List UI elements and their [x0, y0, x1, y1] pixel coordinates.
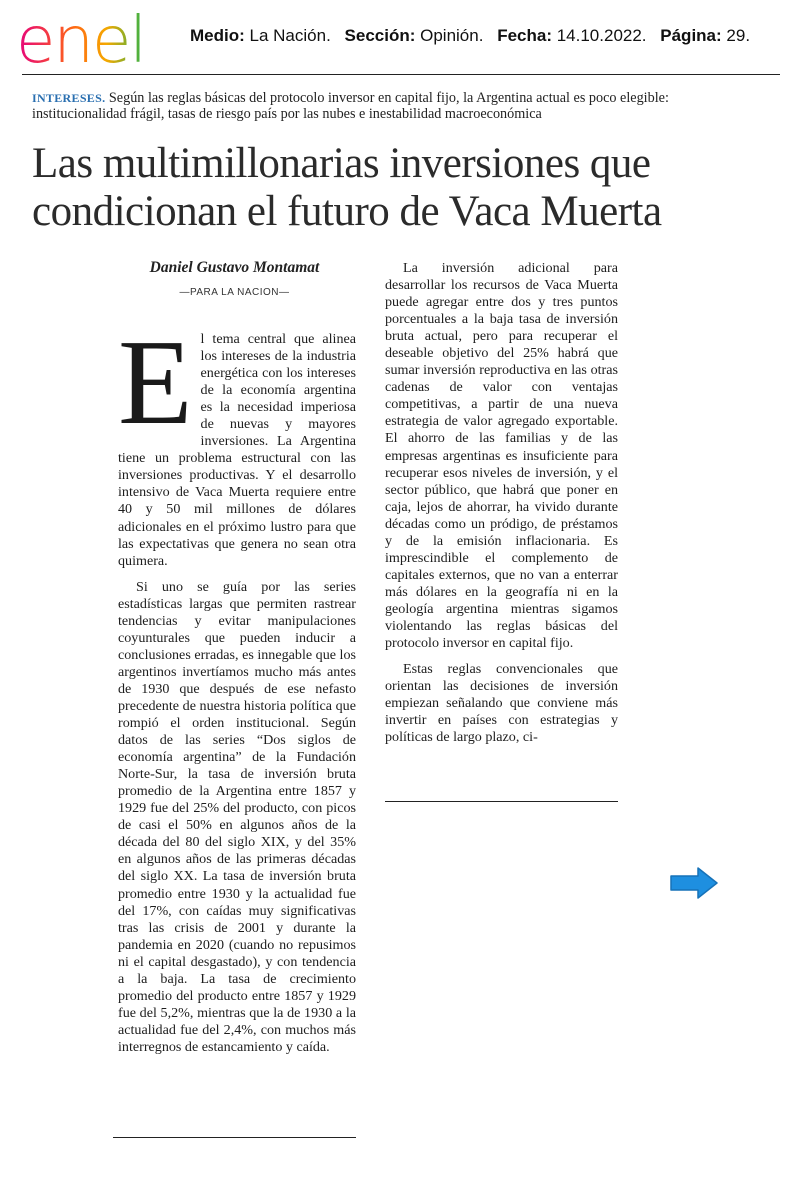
drop-cap: E: [118, 315, 193, 450]
paragraph: El tema central que alinea los intereses de la industria energética con los intereses de la economía argentina es la necesidad imperiosa de nuevas y mayores inversiones. La Argentina tiene un problema estructural con las inversiones productivas. Y el desarrollo intensivo de Vaca Muerta requiere entre 40 y 50 mil millones de dólares adicionales en el próximo lustro para que las expectativas que genera no sean otra quimera.: [118, 315, 356, 569]
paragraph: Si uno se guía por las series estadísticas largas que permiten rastrear tendencias y evitar manipulaciones coyunturales que pueden inducir a conclusiones erradas, es innegable que los argentinos invertíamos mucho más antes de 1930 que después de ese nefasto precedente de nuestra historia política que rompió el orden institucional. Según datos de las series “Dos siglos de economía argentina” de la Fundación Norte-Sur, la tasa de inversión bruta promedio de la Argentina entre 1857 y 1929 fue del 25% del producto, con picos de casi el 50% en algunos años de la década del 80 del siglo XIX, y del 35% en algunos años de las primeras décadas del siglo XX. La tasa de inversión bruta promedio entre 1930 y la actualidad fue del 17%, con caídas muy significativas tras las crisis de 2001 y durante la pandemia en 2020 (cuando no repusimos ni el capital desgastado), y con tendencia a la baja. La tasa de crecimiento promedio del producto entre 1857 y 1929 fue del 5,2%, mientras que la de 1930 a la actualidad fue del 2,4%, con muchos más interregnos de estancamiento y caída.: [118, 578, 356, 1055]
clipping-metadata: [190, 26, 750, 46]
paragraph: La inversión adicional para desarrollar los recursos de Vaca Muerta puede agregar entre dos y tres puntos porcentuales a la baja tasa de inversión bruta actual, pero para recuperar el deseable objetivo del 25% habrá que sumar inversión reproductiva en las otras cadenas de valor con ventajas competitivas, a partir de una nueva estrategia de valor agregado exportable. El ahorro de las familias y de las empresas argentinas es insuficiente para recuperar esos niveles de inversión, y el sector público, que habrá que poner en caja, lejos de ahorrar, ha vivido durante décadas como un pródigo, de préstamos y de la emisión inflacionaria. Es imprescindible el complemento de capitales externos, que no van a enterrar más dólares en la geografía ni en la geología argentina mientras sigamos violentando las reglas básicas del protocolo inversor en capital fijo.: [385, 260, 618, 652]
article-column-1: [118, 315, 356, 1056]
enel-logo: [14, 6, 174, 70]
column-2-end-rule: [385, 801, 618, 802]
pagina-value: 29.: [726, 26, 751, 45]
article-byline: Daniel Gustavo Montamat: [149, 259, 320, 276]
paragraph: Estas reglas convencionales que orientan las decisiones de inversión empiezan señalando que conviene más invertir en países con estrategias y políticas de largo plazo, ci-: [385, 661, 618, 746]
column-1-end-rule: [113, 1137, 356, 1138]
medio-value: La Nación.: [249, 26, 331, 45]
medio-label: Medio:: [190, 26, 245, 45]
article-column-2: [385, 260, 618, 746]
fecha-label: Fecha:: [497, 26, 552, 45]
seccion-label: Sección:: [344, 26, 416, 45]
fecha-value: 14.10.2022.: [556, 26, 647, 45]
kicker-tag: INTERESES.: [32, 91, 106, 105]
clipping-header: [0, 0, 800, 75]
arrow-right-icon[interactable]: [668, 866, 720, 900]
kicker-text: Según las reglas básicas del protocolo inversor en capital fijo, la Argentina actual es poco elegible: institucionalidad frágil, tasas de riesgo país por las nubes e inestabilidad macroeconómica: [32, 90, 669, 122]
svg-text:enel: enel: [16, 6, 146, 70]
pagina-label: Página:: [660, 26, 722, 45]
article-credit: —PARA LA NACION—: [179, 287, 290, 298]
article-headline: Las multimillonarias inversiones que condicionan el futuro de Vaca Muerta: [32, 140, 662, 235]
seccion-value: Opinión.: [420, 26, 484, 45]
header-divider: [22, 74, 780, 75]
article-kicker: [32, 90, 762, 122]
